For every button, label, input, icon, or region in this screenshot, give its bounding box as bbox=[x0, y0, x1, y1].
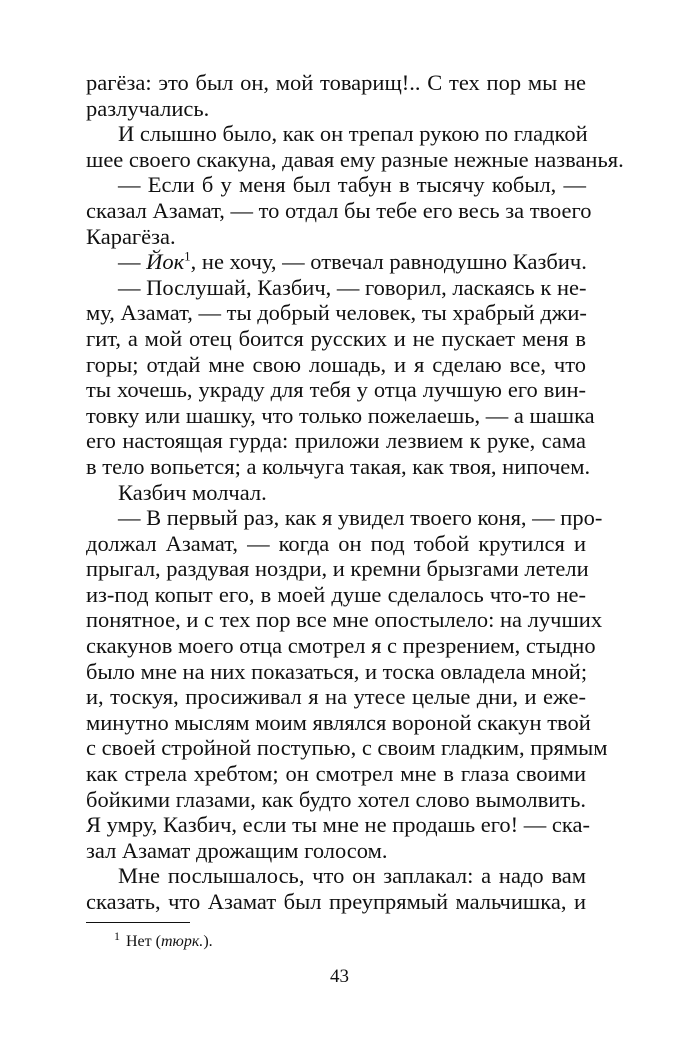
paragraph-7 bbox=[86, 505, 608, 863]
text-line: горы; отдай мне свою лошадь, и я сделаю все, что bbox=[86, 351, 586, 377]
text-line: скакунов моего отца смотрел я с презрением, стыдно bbox=[86, 633, 596, 659]
footnote-separator bbox=[86, 922, 190, 923]
paragraph-5 bbox=[86, 274, 595, 480]
text-line: минутно мыслям моим являлся вороной скакун твой bbox=[86, 709, 591, 735]
footnote bbox=[114, 928, 213, 952]
text-line: — В первый раз, как я увидел твоего коня, — про- bbox=[118, 505, 603, 531]
footnote-italic: тюрк. bbox=[160, 933, 204, 950]
italic-word: Йок bbox=[146, 249, 185, 275]
text-line: сказать, что Азамат был преупрямый мальчишка, и bbox=[86, 889, 586, 914]
text-line: разлучались. bbox=[86, 95, 210, 121]
text-line: Карагёза. bbox=[86, 223, 176, 249]
text-line: и, тоскуя, просиживал я на утесе целые дни, и ежe- bbox=[86, 684, 586, 710]
footnote-reference: 1 bbox=[184, 248, 191, 264]
text-line: ты хочешь, украду для тебя у отца лучшую его вин- bbox=[86, 377, 586, 403]
footnote-tail: ). bbox=[203, 933, 213, 950]
text-line: товку или шашку, что только пожелаешь, — а шашка bbox=[86, 402, 595, 428]
text-line: как стрела хребтом; он смотрел мне в глаза своими bbox=[86, 761, 586, 787]
page-body bbox=[86, 70, 624, 915]
text-line: — Послушай, Казбич, — говорил, ласкаясь к не- bbox=[118, 274, 587, 300]
paragraph-4 bbox=[86, 249, 586, 275]
text-line: его настоящая гурда: приложи лезвием к руке, сама bbox=[86, 428, 586, 454]
paragraph-2 bbox=[86, 121, 624, 172]
text-line: рагёза: это был он, мой товарищ!.. С тех пор мы не bbox=[86, 70, 586, 95]
text-line: из-под копыт его, в моей душе сделалось что-то не- bbox=[86, 581, 586, 607]
text-line: в тело вопьется; а кольчуга такая, как твоя, нипочем. bbox=[86, 453, 591, 479]
text-line: гит, а мой отец боится русских и не пускает меня в bbox=[86, 325, 586, 351]
page-number: 43 bbox=[330, 966, 349, 987]
text-run: , не хочу, — отвечал равнодушно Казбич. bbox=[190, 249, 587, 275]
text-line: должал Азамат, — когда он под тобой крутился и bbox=[86, 530, 586, 556]
text-line: было мне на них показаться, и тоска овладела мной; bbox=[86, 658, 588, 684]
text-line: сказал Азамат, — то отдал бы тебе его весь за твоего bbox=[86, 197, 592, 223]
text-line bbox=[86, 249, 586, 275]
paragraph-1 bbox=[86, 70, 586, 121]
footnote-number: 1 bbox=[114, 928, 120, 943]
text-line: — Если б у меня был табун в тысячу кобыл, — bbox=[118, 172, 586, 198]
paragraph-8 bbox=[86, 863, 586, 914]
text-line: понятное, и с тех пор все мне опостылело: на лучших bbox=[86, 607, 603, 633]
text-line: зал Азамат дрожащим голосом. bbox=[86, 837, 388, 863]
text-line: Казбич молчал. bbox=[118, 479, 267, 505]
text-line: И слышно было, как он трепал рукою по гладкой bbox=[118, 121, 588, 147]
text-line: шее своего скакуна, давая ему разные нежные названья. bbox=[86, 146, 624, 172]
text-line: с своей стройной поступью, с своим гладким, прямым bbox=[86, 735, 608, 761]
footnote-text: Нет ( bbox=[126, 933, 161, 950]
paragraph-6 bbox=[86, 480, 586, 506]
paragraph-3 bbox=[86, 172, 592, 249]
dialogue-dash: — bbox=[118, 249, 147, 275]
text-line: прыгал, раздувая ноздри, и кремни брызгами летели bbox=[86, 556, 589, 582]
text-line: Мне послышалось, что он заплакал: а надо вам bbox=[118, 863, 586, 889]
text-line: бойкими глазами, как будто хотел слово вымолвить. bbox=[86, 786, 586, 812]
text-line: Я умру, Казбич, если ты мне не продашь его! — ска- bbox=[86, 812, 590, 838]
text-line: му, Азамат, — ты добрый человек, ты храбрый джи- bbox=[86, 300, 587, 326]
